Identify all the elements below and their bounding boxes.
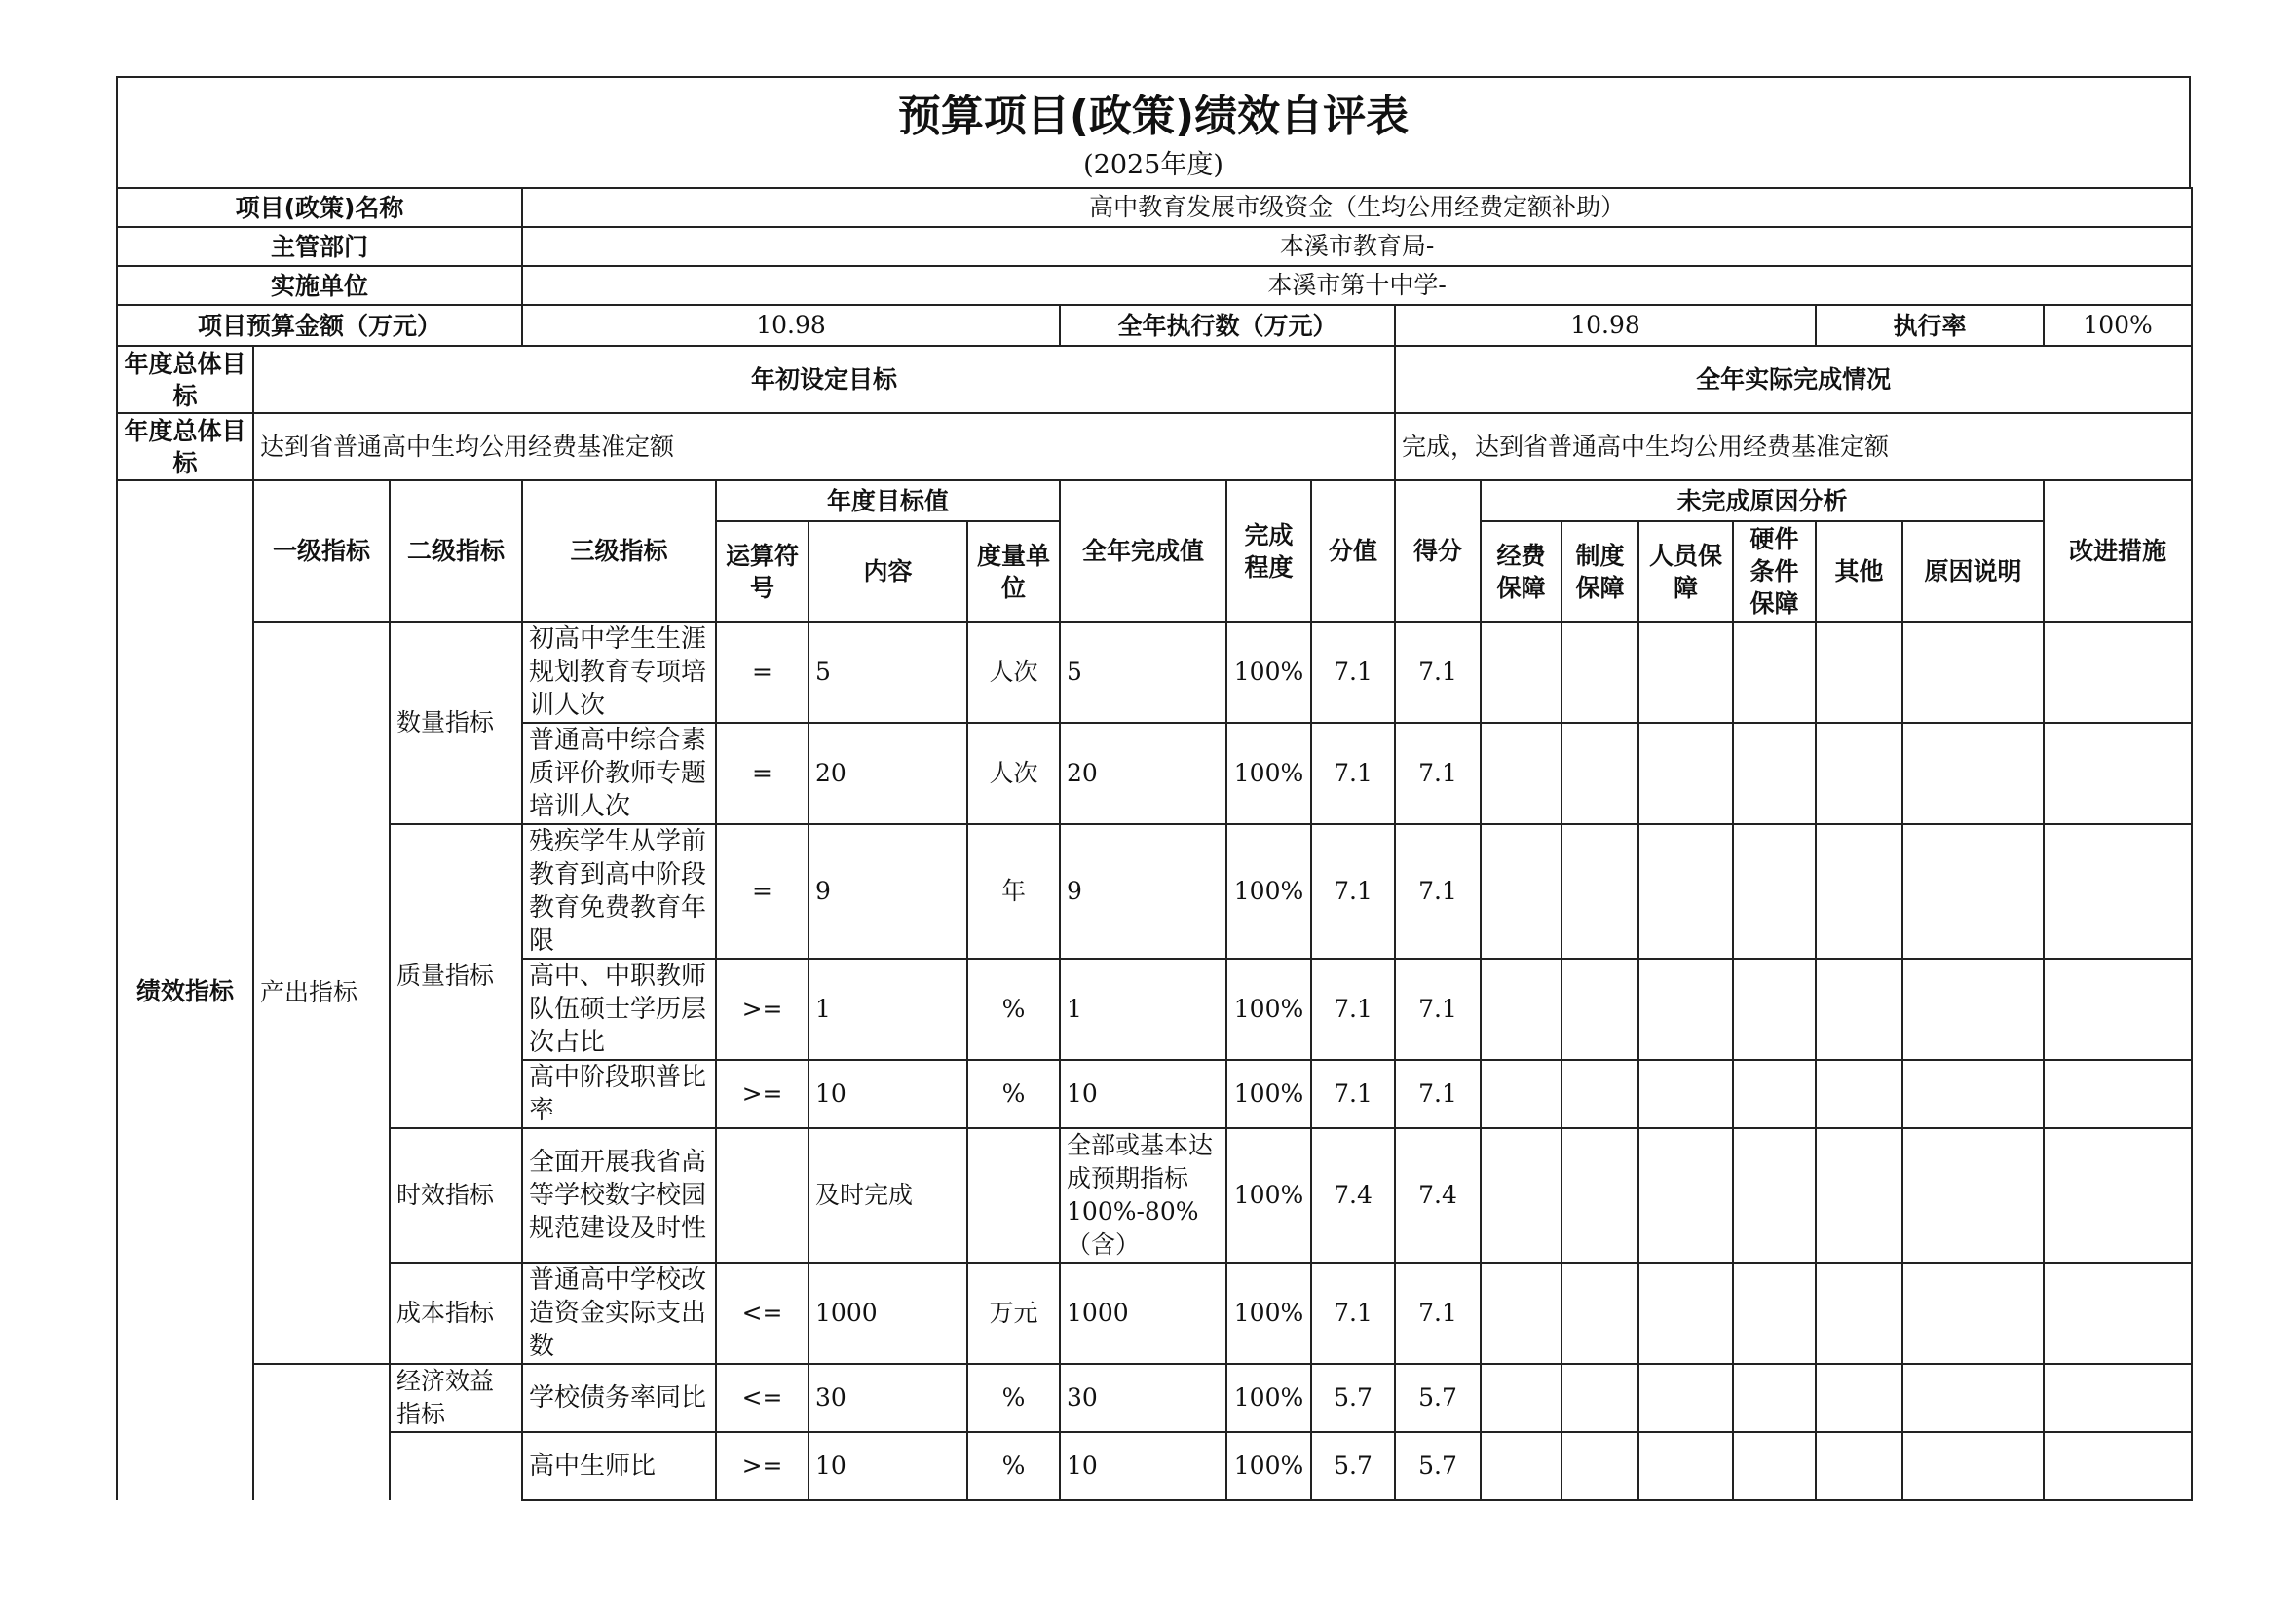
indicator-unit: 人次 (967, 723, 1060, 824)
exec-label: 全年执行数（万元） (1060, 305, 1395, 346)
indicator-op: >= (716, 1060, 809, 1128)
level2-quantity: 数量指标 (390, 622, 522, 824)
indicator-op: = (716, 723, 809, 824)
indicator-degree: 100% (1226, 1128, 1311, 1263)
indicator-name: 普通高中综合素质评价教师专题培训人次 (522, 723, 716, 824)
indicator-content: 及时完成 (809, 1128, 967, 1263)
col-unit: 度量单位 (967, 521, 1060, 622)
indicator-score: 7.1 (1395, 1263, 1481, 1364)
indicator-content: 1000 (809, 1263, 967, 1364)
col-reason: 未完成原因分析 (1481, 480, 2044, 521)
indicator-content: 10 (809, 1060, 967, 1128)
goal-set-text: 达到省普通高中生均公用经费基准定额 (253, 413, 1395, 480)
indicator-degree: 100% (1226, 959, 1311, 1060)
indicator-content: 30 (809, 1364, 967, 1432)
rate-label: 执行率 (1816, 305, 2044, 346)
table-row (117, 1364, 2192, 1432)
impl-label: 实施单位 (117, 266, 522, 305)
indicator-name: 全面开展我省高等学校数字校园规范建设及时性 (522, 1128, 716, 1263)
goal-actual-header: 全年实际完成情况 (1395, 346, 2192, 413)
indicator-actual: 30 (1060, 1364, 1226, 1432)
indicator-op: <= (716, 1263, 809, 1364)
indicator-full: 7.1 (1311, 723, 1395, 824)
col-op: 运算符号 (716, 521, 809, 622)
indicator-score: 7.1 (1395, 824, 1481, 959)
indicator-actual: 20 (1060, 723, 1226, 824)
table-row (117, 1432, 2192, 1500)
indicator-name: 高中阶段职普比率 (522, 1060, 716, 1128)
indicator-content: 9 (809, 824, 967, 959)
goal-label: 年度总体目标 (117, 346, 253, 413)
level1-effect-empty (253, 1364, 390, 1500)
budget-label: 项目预算金额（万元） (117, 305, 522, 346)
indicator-name: 普通高中学校改造资金实际支出数 (522, 1263, 716, 1364)
indicator-full: 7.4 (1311, 1128, 1395, 1263)
indicator-full: 7.1 (1311, 824, 1395, 959)
page-title: 预算项目(政策)绩效自评表 (897, 92, 1410, 141)
indicator-unit: 年 (967, 824, 1060, 959)
indicator-full: 7.1 (1311, 1060, 1395, 1128)
indicator-unit: 万元 (967, 1263, 1060, 1364)
indicator-actual: 5 (1060, 622, 1226, 723)
indicator-op: >= (716, 1432, 809, 1500)
indicator-degree: 100% (1226, 723, 1311, 824)
indicator-actual: 9 (1060, 824, 1226, 959)
indicator-full: 7.1 (1311, 622, 1395, 723)
col-improve: 改进措施 (2044, 480, 2192, 622)
level2-econ: 经济效益指标 (390, 1364, 522, 1432)
indicator-content: 20 (809, 723, 967, 824)
indicator-score: 7.4 (1395, 1128, 1481, 1263)
title-block (116, 76, 2191, 187)
col-degree: 完成程度 (1226, 480, 1311, 622)
impl-value: 本溪市第十中学- (522, 266, 2192, 305)
year-subtitle: (2025年度) (1083, 150, 1223, 180)
col-content: 内容 (809, 521, 967, 622)
indicator-actual: 1000 (1060, 1263, 1226, 1364)
indicator-unit: % (967, 1060, 1060, 1128)
indicator-unit: % (967, 1364, 1060, 1432)
indicator-name: 初高中学生生涯规划教育专项培训人次 (522, 622, 716, 723)
dept-label: 主管部门 (117, 227, 522, 266)
indicator-score: 7.1 (1395, 622, 1481, 723)
table-row (117, 1128, 2192, 1263)
indicator-degree: 100% (1226, 1263, 1311, 1364)
indicator-content: 1 (809, 959, 967, 1060)
project-name-value: 高中教育发展市级资金（生均公用经费定额补助） (522, 188, 2192, 227)
col-level1: 一级指标 (253, 480, 390, 622)
indicator-op: = (716, 622, 809, 723)
indicator-score: 5.7 (1395, 1432, 1481, 1500)
col-reason-hw: 硬件条件保障 (1733, 521, 1816, 622)
goal-set-header: 年初设定目标 (253, 346, 1395, 413)
indicator-content: 10 (809, 1432, 967, 1500)
indicator-name: 高中生师比 (522, 1432, 716, 1500)
exec-value: 10.98 (1395, 305, 1816, 346)
goal-actual-text: 完成，达到省普通高中生均公用经费基准定额 (1395, 413, 2192, 480)
indicator-unit (967, 1128, 1060, 1263)
indicator-actual: 1 (1060, 959, 1226, 1060)
goal-label-2: 年度总体目标 (117, 413, 253, 480)
col-reason-fund: 经费保障 (1481, 521, 1561, 622)
indicator-score: 7.1 (1395, 959, 1481, 1060)
table-row (117, 1263, 2192, 1364)
indicator-degree: 100% (1226, 824, 1311, 959)
indicator-full: 5.7 (1311, 1432, 1395, 1500)
evaluation-sheet (116, 76, 2191, 1501)
evaluation-table (116, 187, 2193, 1501)
col-level3: 三级指标 (522, 480, 716, 622)
table-row (117, 824, 2192, 959)
level2-cost: 成本指标 (390, 1263, 522, 1364)
col-score-full: 分值 (1311, 480, 1395, 622)
indicator-content: 5 (809, 622, 967, 723)
indicator-degree: 100% (1226, 622, 1311, 723)
col-score: 得分 (1395, 480, 1481, 622)
level1-output: 产出指标 (253, 622, 390, 1364)
indicator-op: = (716, 824, 809, 959)
table-row (117, 622, 2192, 723)
col-target: 年度目标值 (716, 480, 1060, 521)
indicator-score: 5.7 (1395, 1364, 1481, 1432)
indicator-op: >= (716, 959, 809, 1060)
indicator-degree: 100% (1226, 1432, 1311, 1500)
budget-value: 10.98 (522, 305, 1060, 346)
indicator-degree: 100% (1226, 1060, 1311, 1128)
indicator-name: 残疾学生从学前教育到高中阶段教育免费教育年限 (522, 824, 716, 959)
dept-value: 本溪市教育局- (522, 227, 2192, 266)
perf-indicator-label: 绩效指标 (117, 480, 253, 1500)
indicator-full: 7.1 (1311, 959, 1395, 1060)
indicator-actual: 全部或基本达成预期指标100%-80%（含） (1060, 1128, 1226, 1263)
level2-time: 时效指标 (390, 1128, 522, 1263)
indicator-score: 7.1 (1395, 1060, 1481, 1128)
project-name-label: 项目(政策)名称 (117, 188, 522, 227)
rate-value: 100% (2044, 305, 2192, 346)
indicator-full: 7.1 (1311, 1263, 1395, 1364)
col-level2: 二级指标 (390, 480, 522, 622)
level2-quality: 质量指标 (390, 824, 522, 1128)
indicator-name: 学校债务率同比 (522, 1364, 716, 1432)
indicator-unit: 人次 (967, 622, 1060, 723)
indicator-unit: % (967, 1432, 1060, 1500)
indicator-op (716, 1128, 809, 1263)
indicator-op: <= (716, 1364, 809, 1432)
indicator-actual: 10 (1060, 1432, 1226, 1500)
col-reason-staff: 人员保障 (1638, 521, 1733, 622)
level2-social-empty (390, 1432, 522, 1500)
col-reason-desc: 原因说明 (1902, 521, 2044, 622)
col-reason-other: 其他 (1816, 521, 1902, 622)
indicator-degree: 100% (1226, 1364, 1311, 1432)
indicator-unit: % (967, 959, 1060, 1060)
indicator-full: 5.7 (1311, 1364, 1395, 1432)
indicator-actual: 10 (1060, 1060, 1226, 1128)
indicator-score: 7.1 (1395, 723, 1481, 824)
col-reason-sys: 制度保障 (1561, 521, 1638, 622)
indicator-name: 高中、中职教师队伍硕士学历层次占比 (522, 959, 716, 1060)
col-actual: 全年完成值 (1060, 480, 1226, 622)
